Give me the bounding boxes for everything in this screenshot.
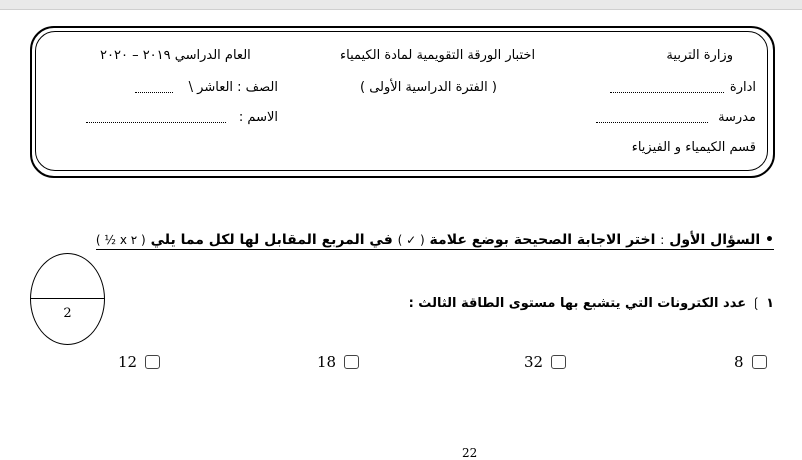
bullet-icon: • (765, 232, 774, 248)
option-2-checkbox[interactable] (551, 355, 566, 369)
question-1-label: السؤال الأول (669, 232, 761, 248)
score-divider (31, 298, 104, 299)
question-item-1 (409, 296, 774, 311)
item-number: ١ (766, 296, 774, 311)
top-toolbar-strip (0, 0, 802, 10)
option-1-checkbox[interactable] (752, 355, 767, 369)
option-1[interactable] (734, 352, 767, 372)
question-1-marks: ( ٢ x ½ ) (95, 233, 146, 247)
partial-next-line: 22 (462, 446, 478, 460)
option-3[interactable] (317, 352, 359, 372)
option-1-value: 8 (734, 353, 744, 371)
option-4[interactable] (118, 352, 160, 372)
item-text: عدد الكترونات التي يتشبع بها مستوى الطاقة الثالث : (408, 296, 747, 311)
department-label: قسم الكيمياء و الفيزياء (631, 140, 756, 155)
score-value: 2 (63, 306, 72, 321)
school-label: مدرسة (718, 110, 756, 125)
option-4-value: 12 (118, 353, 138, 371)
name-dotted-line (86, 122, 226, 123)
option-2[interactable] (524, 352, 566, 372)
administration-dotted-line (610, 92, 724, 93)
check-mark-icon: ( ✓ ) (397, 233, 425, 247)
question-1-instruction-a: اختر الاجابة الصحيحة بوضع علامة (429, 232, 656, 248)
exam-period: ( الفترة الدراسية الأولى ) (360, 80, 497, 95)
grade-label: الصف : العاشر \ (188, 80, 278, 95)
option-3-value: 18 (317, 353, 337, 371)
item-bracket-icon: ❳ (750, 296, 762, 311)
question-1-instruction-b: في المربع المقابل لها لكل مما يلي (150, 232, 393, 248)
academic-year: العام الدراسي ٢٠١٩ – ٢٠٢٠ (100, 48, 251, 63)
option-3-checkbox[interactable] (344, 355, 359, 369)
exam-title: اختبار الورقة التقويمية لمادة الكيمياء (340, 48, 536, 63)
grade-dotted-line (135, 92, 173, 93)
school-dotted-line (596, 122, 708, 123)
question-1-heading (96, 232, 774, 250)
question-1-colon: : (660, 233, 665, 247)
option-4-checkbox[interactable] (145, 355, 160, 369)
score-oval (30, 253, 105, 345)
administration-label: ادارة (729, 80, 756, 95)
ministry-label: وزارة التربية (666, 48, 733, 63)
option-2-value: 32 (524, 353, 544, 371)
name-label: الاسم : (238, 110, 278, 125)
